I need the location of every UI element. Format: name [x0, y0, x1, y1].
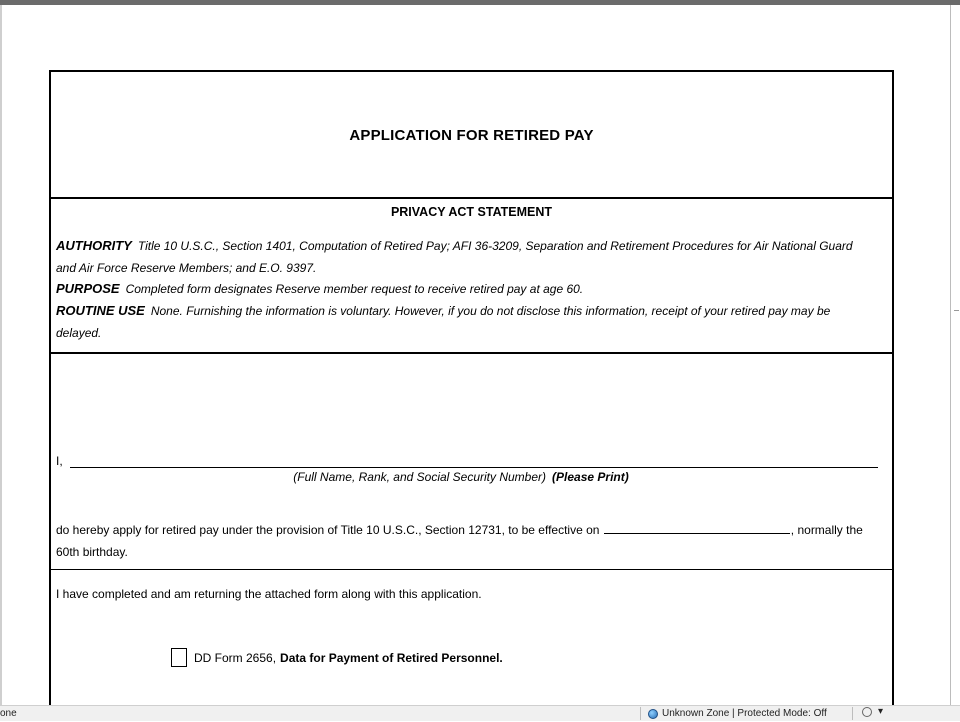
security-zone[interactable] [648, 708, 827, 719]
attachments-section [51, 570, 892, 722]
privacy-act-section [51, 199, 892, 354]
routine-use-heading: ROUTINE USE [56, 303, 145, 318]
name-field-caption [51, 470, 871, 484]
purpose-paragraph [56, 278, 871, 300]
i-label: I, [56, 454, 63, 468]
window-left-edge [0, 5, 2, 705]
status-divider [640, 707, 641, 720]
authority-paragraph [56, 235, 871, 279]
routine-use-paragraph [56, 300, 871, 344]
browser-status-bar [0, 705, 960, 721]
zoom-icon [862, 707, 872, 717]
retired-pay-form [49, 70, 894, 720]
zone-text: Unknown Zone | Protected Mode: Off [662, 708, 827, 719]
authority-heading: AUTHORITY [56, 238, 132, 253]
status-text: one [0, 708, 17, 719]
purpose-text: Completed form designates Reserve member request to receive retired pay at age 60. [125, 282, 584, 296]
authority-text: Title 10 U.S.C., Section 1401, Computation of Retired Pay; AFI 36-3209, Separation and Retirement Procedures for Air National Guard and Air Force Reserve Members; and E.O. 9397. [56, 239, 853, 275]
dd-form-2656-checkbox[interactable] [171, 648, 187, 667]
dd-form-2656-item [171, 648, 503, 667]
apply-statement [56, 519, 871, 563]
attachments-intro: I have completed and am returning the attached form along with this application. [56, 587, 482, 601]
apply-text-after: , normally the 60th birthday. [56, 523, 863, 559]
form-title: APPLICATION FOR RETIRED PAY [349, 127, 594, 144]
purpose-heading: PURPOSE [56, 281, 120, 296]
effective-date-field[interactable] [604, 520, 790, 534]
dd-form-number: DD Form 2656, [194, 650, 277, 665]
vertical-scrollbar[interactable] [950, 5, 960, 705]
privacy-act-title: PRIVACY ACT STATEMENT [390, 205, 553, 219]
window-top-bar [0, 0, 960, 5]
title-section [51, 72, 892, 199]
chevron-down-icon: ▾ [878, 706, 884, 717]
zoom-control[interactable] [862, 706, 883, 717]
scroll-thumb[interactable] [954, 310, 959, 321]
routine-use-text: None. Furnishing the information is voluntary. However, if you do not disclose this information, receipt of your retired pay may be delayed. [56, 304, 831, 340]
name-field-line[interactable] [70, 467, 878, 468]
name-caption-text: (Full Name, Rank, and Social Security Number) [293, 470, 547, 484]
application-section [51, 354, 892, 570]
apply-text-before: do hereby apply for retired pay under the provision of Title 10 U.S.C., Section 12731, to be effective on [56, 523, 600, 537]
dd-form-title: Data for Payment of Retired Personnel. [280, 650, 503, 665]
status-divider [852, 707, 853, 720]
please-print-note: (Please Print) [552, 470, 629, 484]
globe-icon [648, 709, 658, 719]
